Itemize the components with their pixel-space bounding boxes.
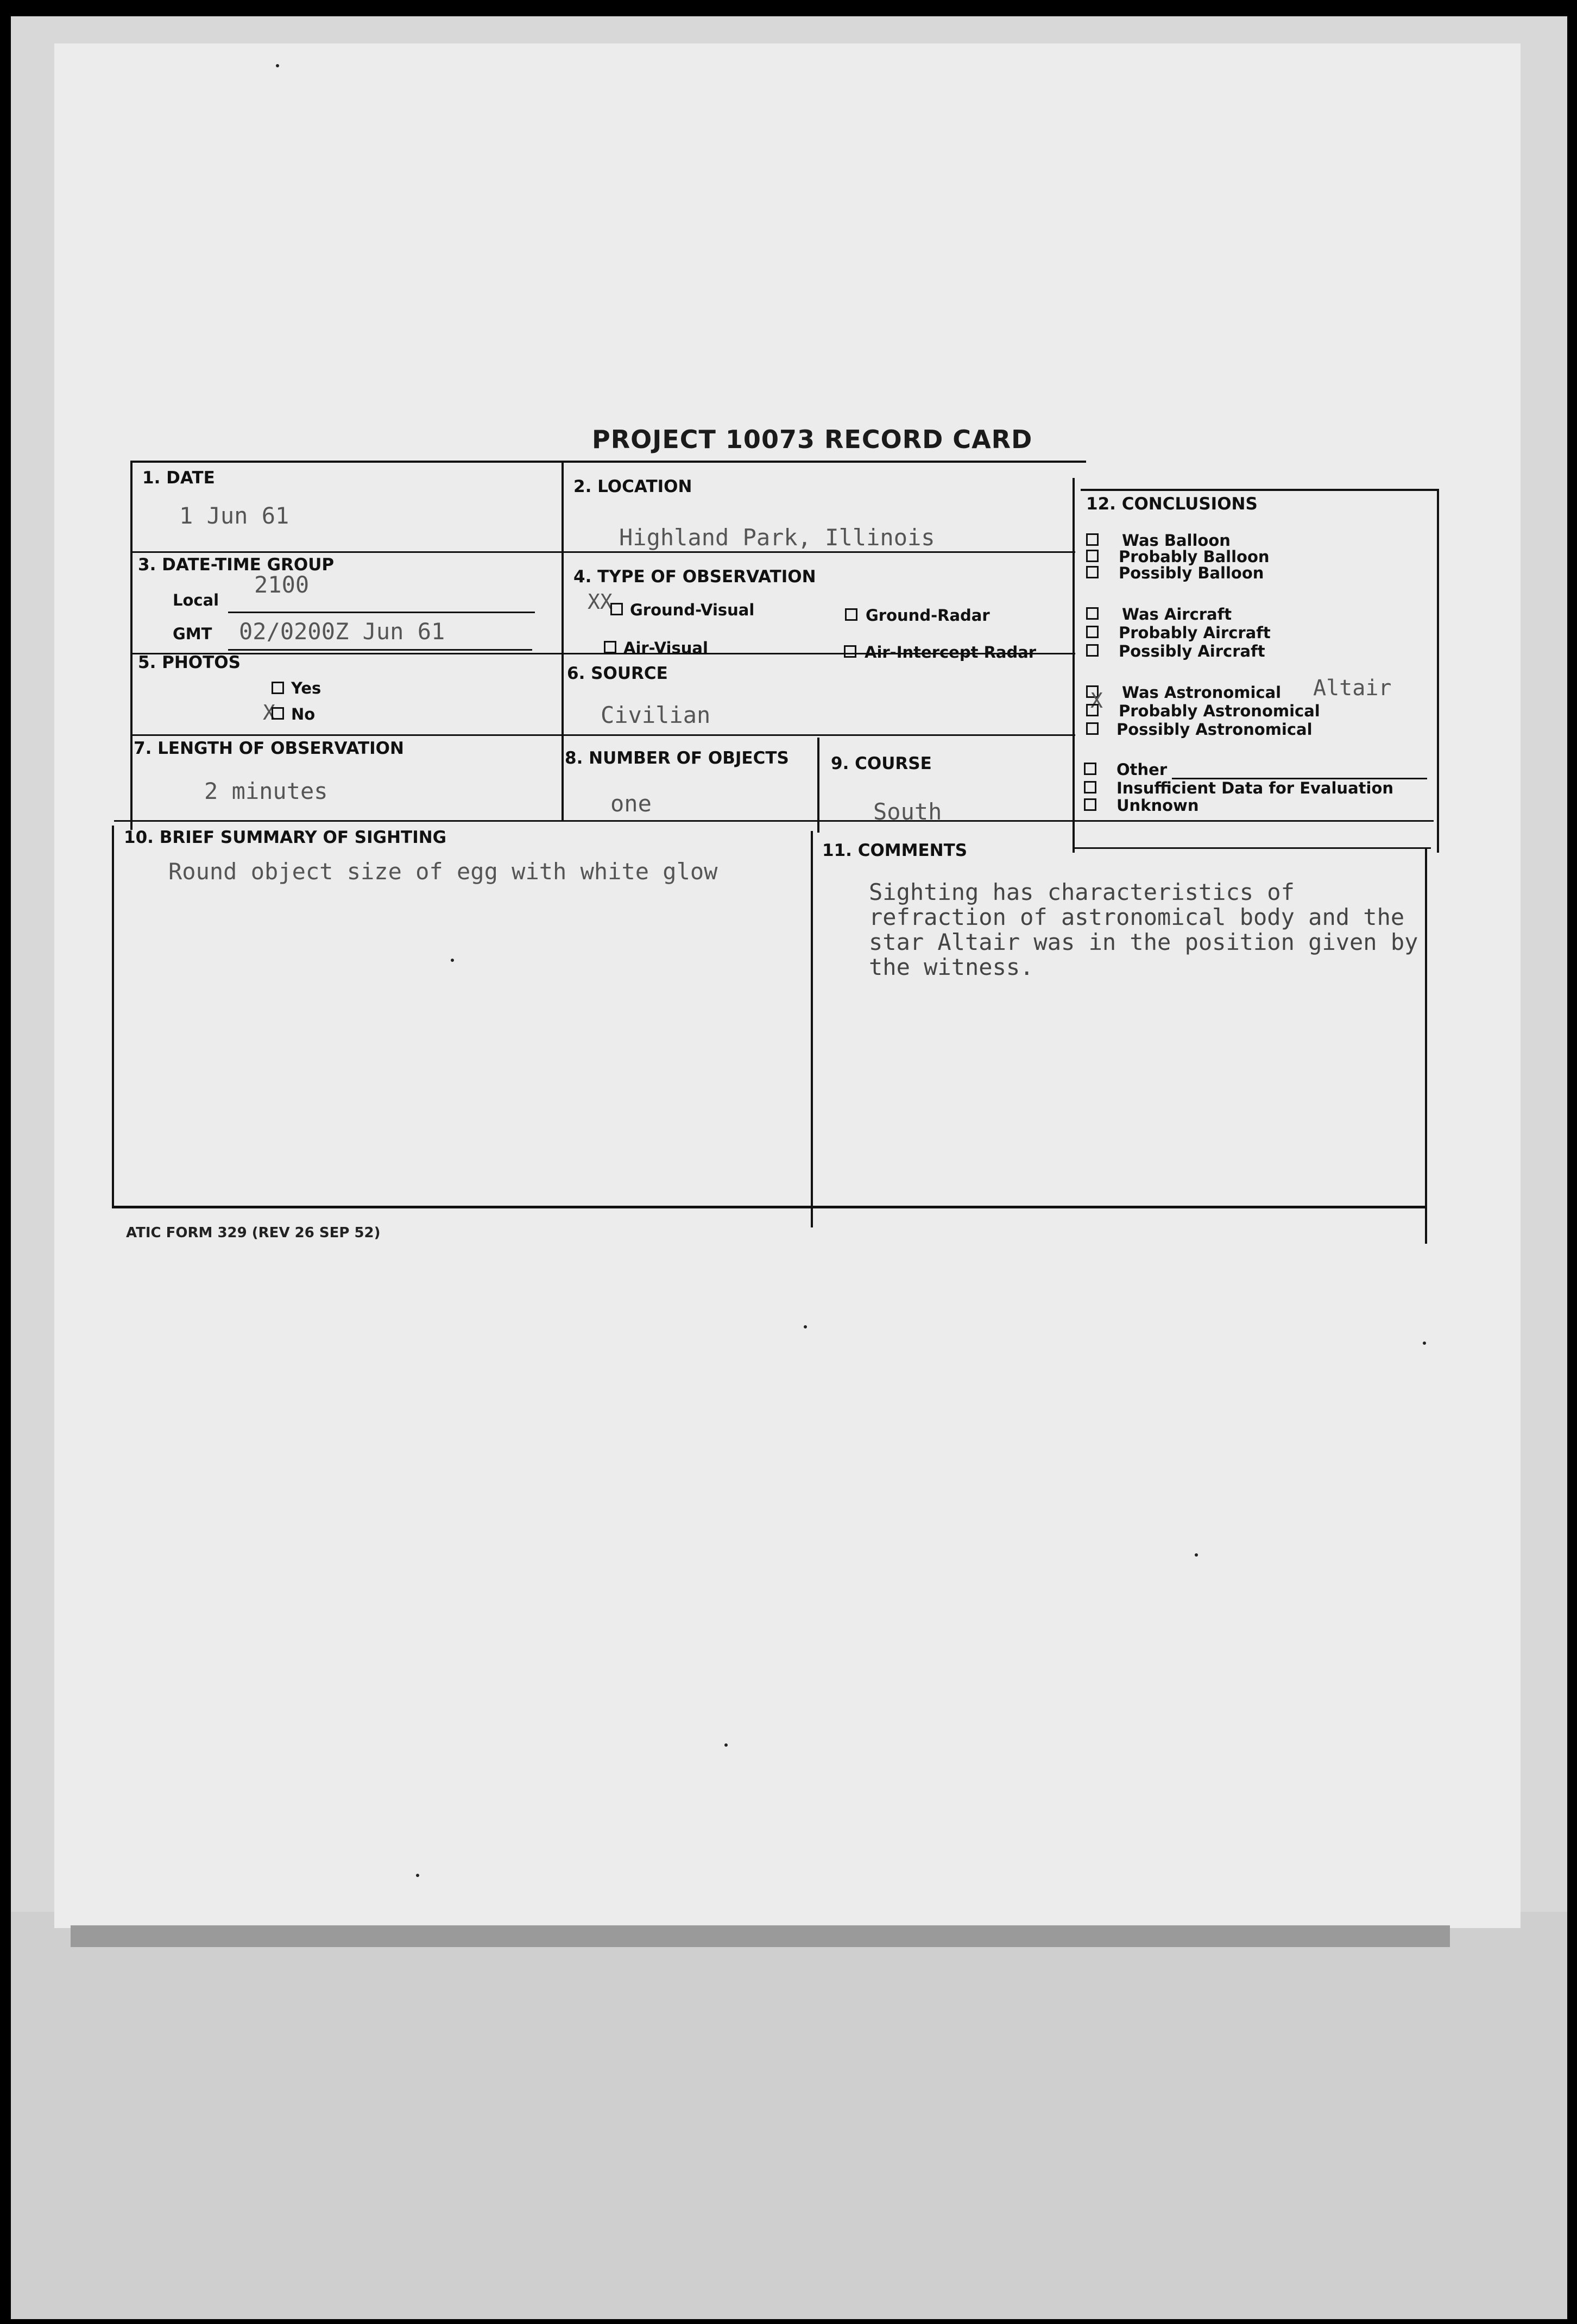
ground-visual-option: Ground-Visual: [630, 601, 755, 619]
unknown-checkbox[interactable]: [1084, 798, 1096, 811]
comments-value: Sighting has characteristics of refraction of astronomical body and the star Altair was in the position given by the witness.: [869, 879, 1418, 980]
grid-col-comments: [811, 831, 813, 1227]
type-of-observation-label: 4. TYPE OF OBSERVATION: [573, 567, 816, 587]
probably-astronomical-option: Probably Astronomical: [1119, 702, 1320, 720]
dust-speck: [416, 1874, 419, 1877]
date-label: 1. DATE: [142, 468, 215, 488]
source-value: Civilian: [601, 702, 711, 728]
dust-speck: [724, 1743, 728, 1747]
probably-astronomical-checkbox[interactable]: [1086, 704, 1099, 716]
number-of-objects-value: one: [610, 790, 652, 817]
photos-yes-option: Yes: [291, 679, 321, 697]
air-intercept-radar-option: Air-Intercept Radar: [865, 643, 1037, 662]
grid-row-3: [130, 734, 1075, 736]
location-value: Highland Park, Illinois: [619, 524, 935, 551]
ground-radar-checkbox[interactable]: [845, 608, 857, 621]
dust-speck: [1423, 1342, 1426, 1345]
card-title: PROJECT 10073 RECORD CARD: [592, 425, 1033, 454]
dust-speck: [1195, 1553, 1198, 1557]
ground-visual-checkbox[interactable]: [610, 603, 623, 615]
possibly-balloon-checkbox[interactable]: [1086, 566, 1099, 578]
possibly-astronomical-checkbox[interactable]: [1086, 722, 1099, 735]
insufficient-data-checkbox[interactable]: [1084, 781, 1096, 793]
local-underline: [228, 612, 535, 613]
card-border-left: [130, 461, 133, 830]
length-of-observation-value: 2 minutes: [204, 778, 328, 804]
card-border-left-lower: [112, 826, 114, 1208]
probably-aircraft-checkbox[interactable]: [1086, 626, 1099, 638]
air-visual-option: Air-Visual: [623, 639, 708, 657]
card-border-bottom: [112, 1206, 1426, 1208]
probably-balloon-checkbox[interactable]: [1086, 550, 1099, 562]
source-label: 6. SOURCE: [567, 664, 668, 683]
photos-no-checkbox[interactable]: [272, 707, 284, 720]
conclusion-note: Altair: [1313, 676, 1392, 701]
brief-summary-label: 10. BRIEF SUMMARY OF SIGHTING: [124, 828, 447, 847]
other-checkbox[interactable]: [1084, 763, 1096, 775]
photos-no-mark: X: [263, 701, 275, 725]
grid-col-conclusions: [1073, 478, 1075, 853]
length-of-observation-label: 7. LENGTH OF OBSERVATION: [134, 739, 404, 758]
photos-no-option: No: [291, 705, 316, 723]
other-option: Other: [1116, 760, 1168, 779]
air-visual-checkbox[interactable]: [604, 641, 616, 653]
possibly-astronomical-option: Possibly Astronomical: [1116, 720, 1313, 739]
date-value: 1 Jun 61: [179, 502, 289, 529]
ground-radar-option: Ground-Radar: [866, 606, 990, 625]
course-value: South: [873, 798, 942, 825]
card-border-top: [130, 461, 1086, 463]
course-label: 9. COURSE: [831, 754, 932, 773]
air-intercept-radar-checkbox[interactable]: [844, 645, 856, 658]
photos-yes-checkbox[interactable]: [272, 682, 284, 694]
was-aircraft-option: Was Aircraft: [1122, 605, 1232, 623]
probably-astronomical-mark: X: [1090, 689, 1103, 713]
grid-row-conclusions-bottom: [1073, 847, 1431, 849]
dust-speck: [276, 64, 279, 67]
gmt-value: 02/0200Z Jun 61: [239, 618, 445, 645]
number-of-objects-label: 8. NUMBER OF OBJECTS: [565, 748, 789, 768]
grid-col-1: [562, 462, 564, 820]
gmt-underline: [228, 649, 532, 651]
grid-col-course: [817, 738, 819, 833]
possibly-aircraft-option: Possibly Aircraft: [1119, 642, 1265, 660]
card-border-right: [1437, 489, 1439, 853]
was-balloon-checkbox[interactable]: [1086, 533, 1099, 546]
was-balloon-option: Was Balloon: [1122, 531, 1231, 550]
unknown-option: Unknown: [1116, 796, 1199, 815]
dust-speck: [451, 959, 454, 962]
ground-visual-mark: XX: [588, 590, 613, 614]
probably-aircraft-option: Probably Aircraft: [1119, 623, 1271, 642]
insufficient-data-option: Insufficient Data for Evaluation: [1116, 779, 1394, 797]
location-label: 2. LOCATION: [573, 477, 692, 496]
grid-row-1: [130, 551, 1075, 553]
probably-balloon-option: Probably Balloon: [1119, 547, 1270, 566]
local-value: 2100: [254, 571, 310, 598]
form-number: ATIC FORM 329 (REV 26 SEP 52): [126, 1225, 381, 1241]
lower-band: [11, 1912, 1567, 2319]
was-astronomical-option: Was Astronomical: [1122, 683, 1282, 702]
local-label: Local: [173, 591, 219, 609]
conclusions-label: 12. CONCLUSIONS: [1086, 494, 1258, 514]
card-border-top-right: [1081, 489, 1439, 491]
grid-row-4: [114, 820, 1434, 822]
possibly-aircraft-checkbox[interactable]: [1086, 644, 1099, 657]
brief-summary-value: Round object size of egg with white glow: [168, 858, 718, 885]
date-time-group-label: 3. DATE-TIME GROUP: [138, 555, 335, 575]
dust-speck: [804, 1325, 807, 1328]
paper-shadow: [71, 1925, 1450, 1947]
comments-label: 11. COMMENTS: [822, 841, 968, 860]
was-aircraft-checkbox[interactable]: [1086, 607, 1099, 620]
gmt-label: GMT: [173, 625, 212, 643]
possibly-balloon-option: Possibly Balloon: [1119, 564, 1264, 582]
photos-label: 5. PHOTOS: [138, 653, 241, 672]
